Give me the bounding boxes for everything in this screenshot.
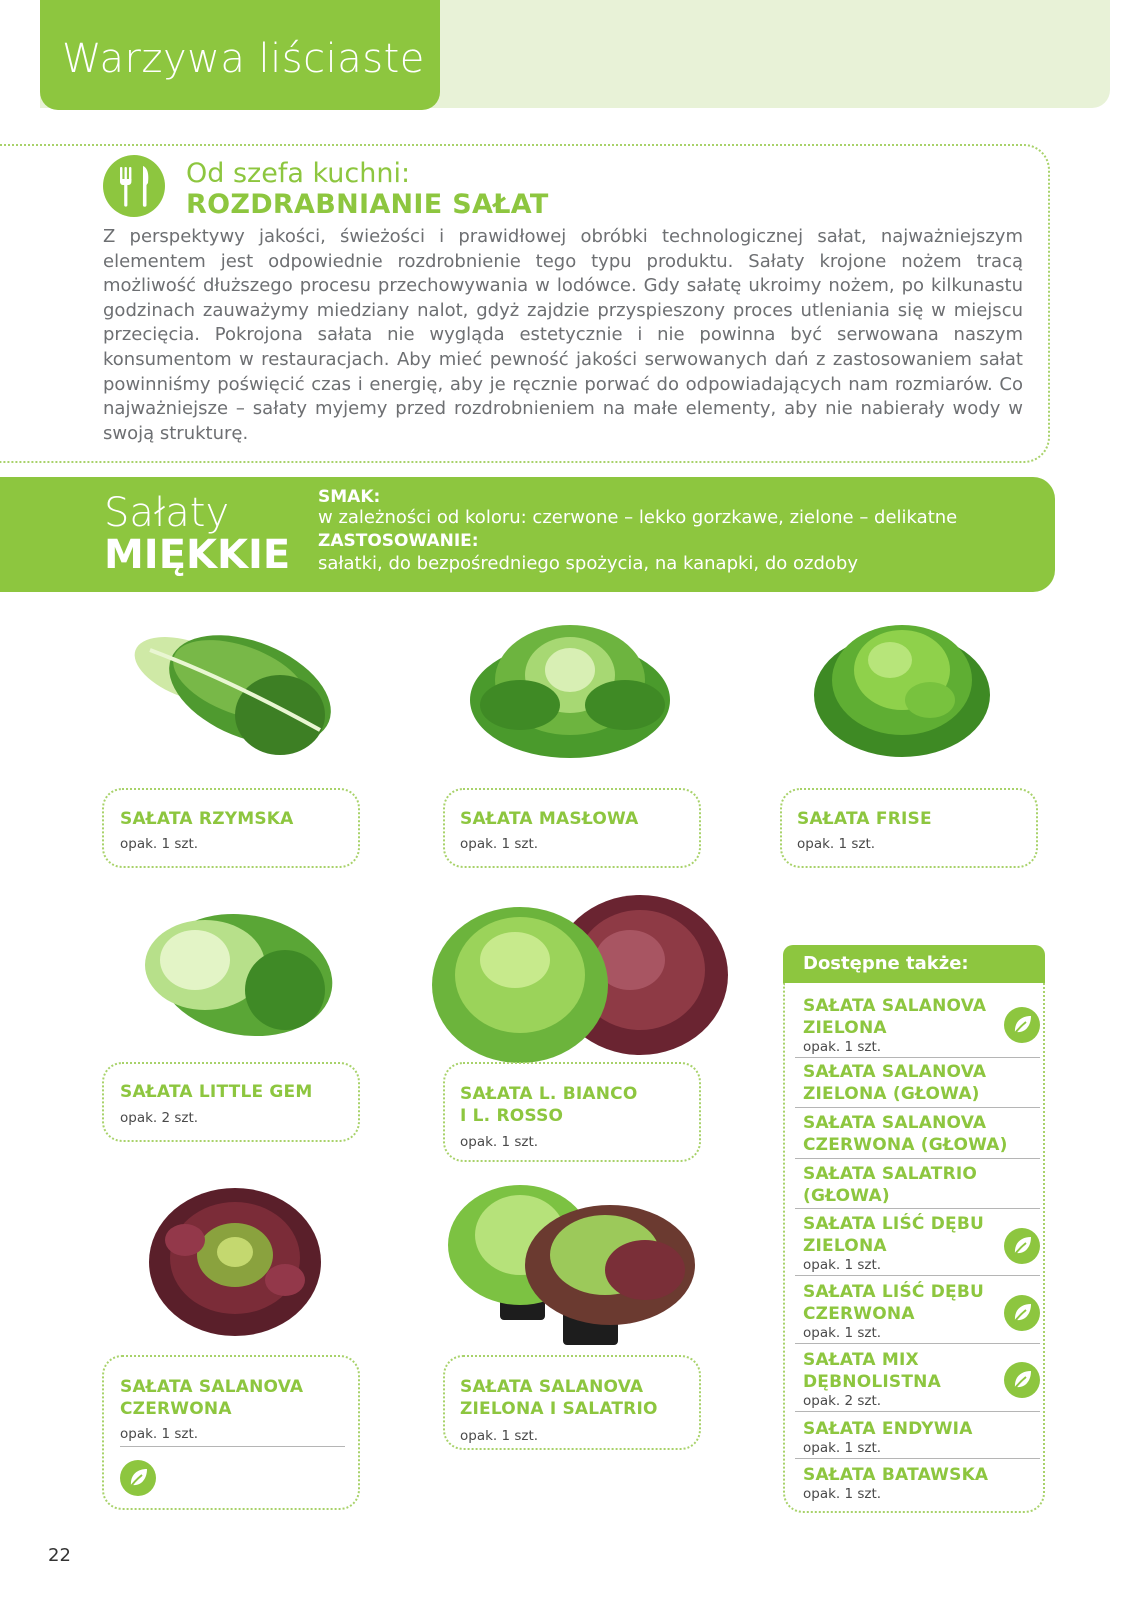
also-item-name-line1: SAŁATA SALATRIO	[803, 1164, 978, 1184]
fork-knife-icon	[103, 155, 165, 217]
category-title-line2: MIĘKKIE	[104, 532, 291, 578]
product-pack: opak. 1 szt.	[460, 1428, 539, 1444]
page-title: Warzywa liściaste	[62, 36, 425, 82]
product-pack: opak. 1 szt.	[120, 836, 199, 852]
chef-tip-pretitle: Od szefa kuchni:	[186, 158, 411, 189]
also-item-name-line2: DĘBNOLISTNA	[803, 1372, 941, 1392]
taste-text: w zależności od koloru: czerwone – lekko gorzkawe, zielone – delikatne	[318, 507, 958, 528]
product-pack: opak. 1 szt.	[797, 836, 876, 852]
also-item-name: SAŁATA ENDYWIA	[803, 1419, 973, 1439]
divider	[795, 1343, 1040, 1344]
leaf-icon	[120, 1460, 156, 1496]
also-item-name-line1: SAŁATA LIŚĆ DĘBU	[803, 1214, 984, 1234]
romaine-lettuce-image	[130, 610, 340, 770]
divider	[795, 1107, 1040, 1108]
also-item-pack: opak. 1 szt.	[803, 1257, 882, 1273]
also-item-name-line1: SAŁATA LIŚĆ DĘBU	[803, 1282, 984, 1302]
also-available-header	[783, 945, 1045, 983]
divider	[795, 1458, 1040, 1459]
also-item-name-line1: SAŁATA SALANOVA	[803, 1113, 987, 1133]
leaf-icon	[1004, 1362, 1040, 1398]
leaf-icon	[1004, 1007, 1040, 1043]
also-item-name-line2: ZIELONA	[803, 1018, 887, 1038]
divider	[795, 1057, 1040, 1058]
chef-tip-text: Z perspektywy jakości, świeżości i prawidłowej obróbki technologicznej sałat, najważniejszym elementem jest odpowiednie rozdrobnienie tego typu produktu. Sałaty krojone nożem tracą możliwość dłuższego procesu przechowywania w lodówce. Gdy sałatę ukroimy nożem, po kilkunastu godzinach zauważymy miedziany nalot, gdyż zajdzie przyspieszony proces utleniania się w miejscu przecięcia. Pokrojona sałata nie wygląda estetycznie i nie powinna być serwowana naszym konsumentom w restauracjach. Aby mieć pewność jakości serwowanych dań z zastosowaniem sałat powinniśmy poświęcić czas i energię, aby je ręcznie porwać do odpowiadających nam rozmiarów. Co najważniejsze – sałaty myjemy przed rozdrobnieniem na małe elementy, aby nie nabierały wody w swoją strukturę.	[103, 226, 1023, 444]
product-name: SAŁATA MASŁOWA	[460, 809, 639, 829]
product-name: SAŁATA FRISE	[797, 809, 932, 829]
product-name: SAŁATA RZYMSKA	[120, 809, 294, 829]
category-title-line1: Sałaty	[104, 490, 230, 536]
also-item-pack: opak. 1 szt.	[803, 1440, 882, 1456]
also-item-name-line1: SAŁATA MIX	[803, 1350, 919, 1370]
salanova-green-salatrio-image	[445, 1180, 705, 1355]
frisee-lettuce-image	[810, 610, 995, 770]
also-item-name-line2: ZIELONA	[803, 1236, 887, 1256]
use-label: ZASTOSOWANIE:	[318, 531, 479, 551]
also-item-pack: opak. 1 szt.	[803, 1486, 882, 1502]
product-pack: opak. 1 szt.	[460, 836, 539, 852]
also-item-name: SAŁATA BATAWSKA	[803, 1465, 989, 1485]
divider	[795, 1158, 1040, 1159]
product-name-line1: SAŁATA L. BIANCO	[460, 1084, 638, 1104]
taste-label: SMAK:	[318, 487, 381, 507]
product-name-line2: ZIELONA I SALATRIO	[460, 1399, 658, 1419]
salanova-red-image	[145, 1180, 325, 1340]
divider	[795, 1411, 1040, 1412]
divider	[120, 1446, 345, 1447]
page-number: 22	[48, 1545, 71, 1566]
lollo-bianco-rosso-image	[430, 890, 730, 1065]
product-name: SAŁATA LITTLE GEM	[120, 1082, 313, 1102]
chef-tip-title: ROZDRABNIANIE SAŁAT	[186, 189, 549, 220]
also-item-pack: opak. 1 szt.	[803, 1325, 882, 1341]
divider	[795, 1275, 1040, 1276]
product-name-line2: I L. ROSSO	[460, 1106, 564, 1126]
also-item-name-line2: (GŁOWA)	[803, 1186, 890, 1206]
also-item-pack: opak. 1 szt.	[803, 1039, 882, 1055]
butter-lettuce-image	[465, 605, 675, 765]
little-gem-lettuce-image	[135, 905, 335, 1045]
product-name-line1: SAŁATA SALANOVA	[460, 1377, 644, 1397]
also-item-name-line1: SAŁATA SALANOVA	[803, 996, 987, 1016]
also-available-title: Dostępne także:	[803, 953, 969, 974]
divider	[795, 1208, 1040, 1209]
also-item-name-line2: CZERWONA (GŁOWA)	[803, 1135, 1008, 1155]
product-name-line2: CZERWONA	[120, 1399, 232, 1419]
also-item-pack: opak. 2 szt.	[803, 1393, 882, 1409]
also-item-name-line2: ZIELONA (GŁOWA)	[803, 1084, 980, 1104]
product-name-line1: SAŁATA SALANOVA	[120, 1377, 304, 1397]
also-item-name-line2: CZERWONA	[803, 1304, 915, 1324]
leaf-icon	[1004, 1228, 1040, 1264]
product-pack: opak. 1 szt.	[120, 1426, 199, 1442]
also-item-name-line1: SAŁATA SALANOVA	[803, 1062, 987, 1082]
leaf-icon	[1004, 1295, 1040, 1331]
product-pack: opak. 2 szt.	[120, 1110, 199, 1126]
use-text: sałatki, do bezpośredniego spożycia, na kanapki, do ozdoby	[318, 553, 859, 574]
product-pack: opak. 1 szt.	[460, 1134, 539, 1150]
